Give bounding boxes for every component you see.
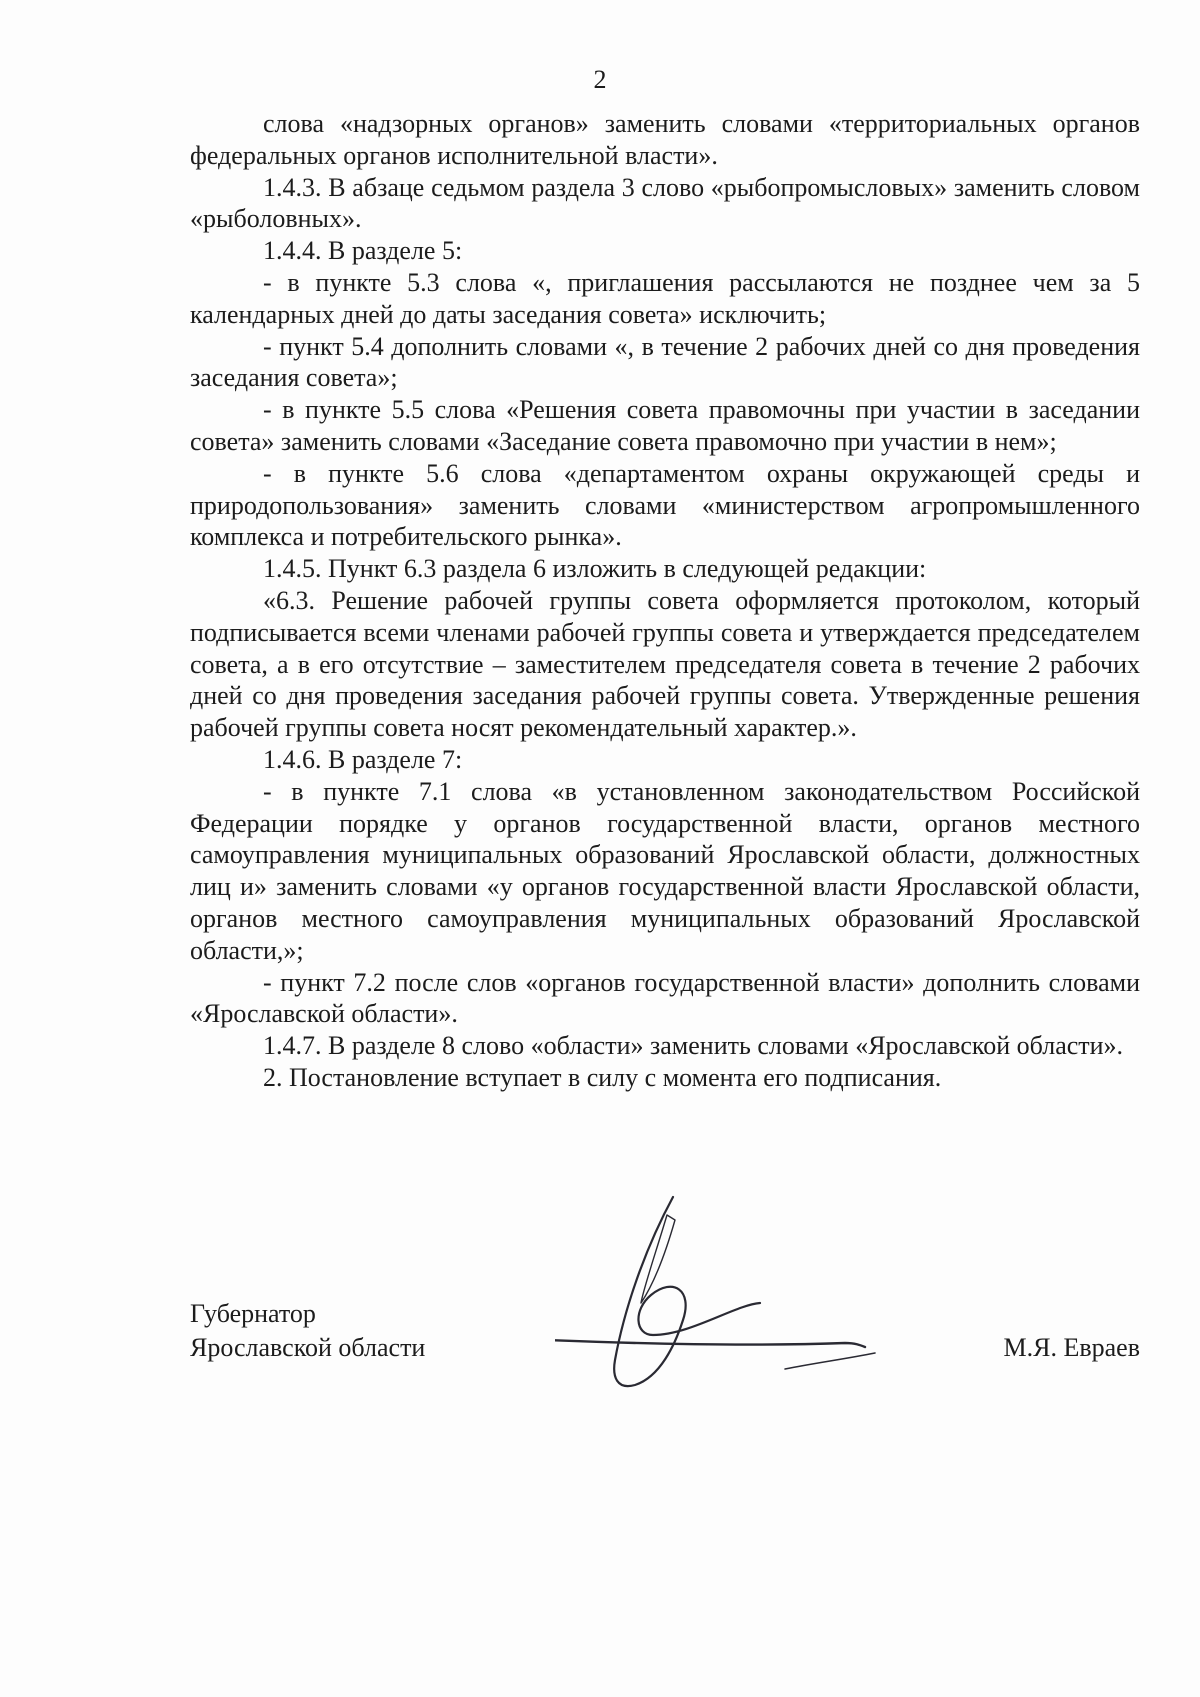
paragraph-2: 2. Постановление вступает в силу с момента его подписания. <box>263 1062 942 1092</box>
paragraph-1-4-6: 1.4.6. В разделе 7: <box>263 744 463 774</box>
paragraph-item-5-5: - в пункте 5.5 слова «Решения совета правомочны при участии в заседании совета» заменить словами «Заседание совета правомочно при участии в нем»; <box>190 395 1140 456</box>
paragraph-item-5-6: - в пункте 5.6 слова «департаментом охраны окружающей среды и природопользования» заменить словами «министерством агропромышленного комплекса и потребительского рынка». <box>190 458 1140 552</box>
signature-block <box>190 1298 1140 1418</box>
paragraph-continuation: слова «надзорных органов» заменить словами «территориальных органов федеральных органов исполнительной власти». <box>190 109 1140 170</box>
paragraph-item-5-4: - пункт 5.4 дополнить словами «, в течение 2 рабочих дней со дня проведения заседания совета»; <box>190 331 1140 393</box>
paragraph-1-4-3: 1.4.3. В абзаце седьмом раздела 3 слово «рыбопромысловых» заменить словом «рыболовных». <box>190 172 1140 234</box>
document-body <box>190 108 1140 1094</box>
paragraph-1-4-4: 1.4.4. В разделе 5: <box>263 236 463 266</box>
paragraph-1-4-5: 1.4.5. Пункт 6.3 раздела 6 изложить в следующей редакции: <box>263 554 927 584</box>
paragraph-item-7-1: - в пункте 7.1 слова «в установленном законодательством Российской Федерации порядке у органов государственной власти, органов местного самоуправления муниципальных образований Ярославской области, должностных лиц и» заменить словами «у органов государственной власти Ярославской области, органов местного самоуправления муниципальных образований Ярославской области,»; <box>190 776 1140 965</box>
signatory-title-line2: Ярославской области <box>190 1333 426 1362</box>
signatory-title-line1: Губернатор <box>190 1299 316 1328</box>
paragraph-item-5-3: - в пункте 5.3 слова «, приглашения рассылаются не позднее чем за 5 календарных дней до даты заседания совета» исключить; <box>190 267 1140 329</box>
paragraph-item-6-3: «6.3. Решение рабочей группы совета оформляется протоколом, который подписывается всеми членами рабочей группы совета и утверждается председателем совета, а в его отсутствие – заместителем председателя совета в течение 2 рабочих дней со дня проведения заседания рабочей группы совета. Утвержденные решения рабочей группы совета носят рекомендательный характер.». <box>190 585 1140 743</box>
paragraph-item-7-2: - пункт 7.2 после слов «органов государственной власти» дополнить словами «Ярославской области». <box>190 967 1140 1029</box>
paragraph-1-4-7: 1.4.7. В разделе 8 слово «области» заменить словами «Ярославской области». <box>263 1031 1124 1061</box>
page-number: 2 <box>593 65 607 94</box>
signatory-name: М.Я. Евраев <box>1003 1333 1140 1362</box>
